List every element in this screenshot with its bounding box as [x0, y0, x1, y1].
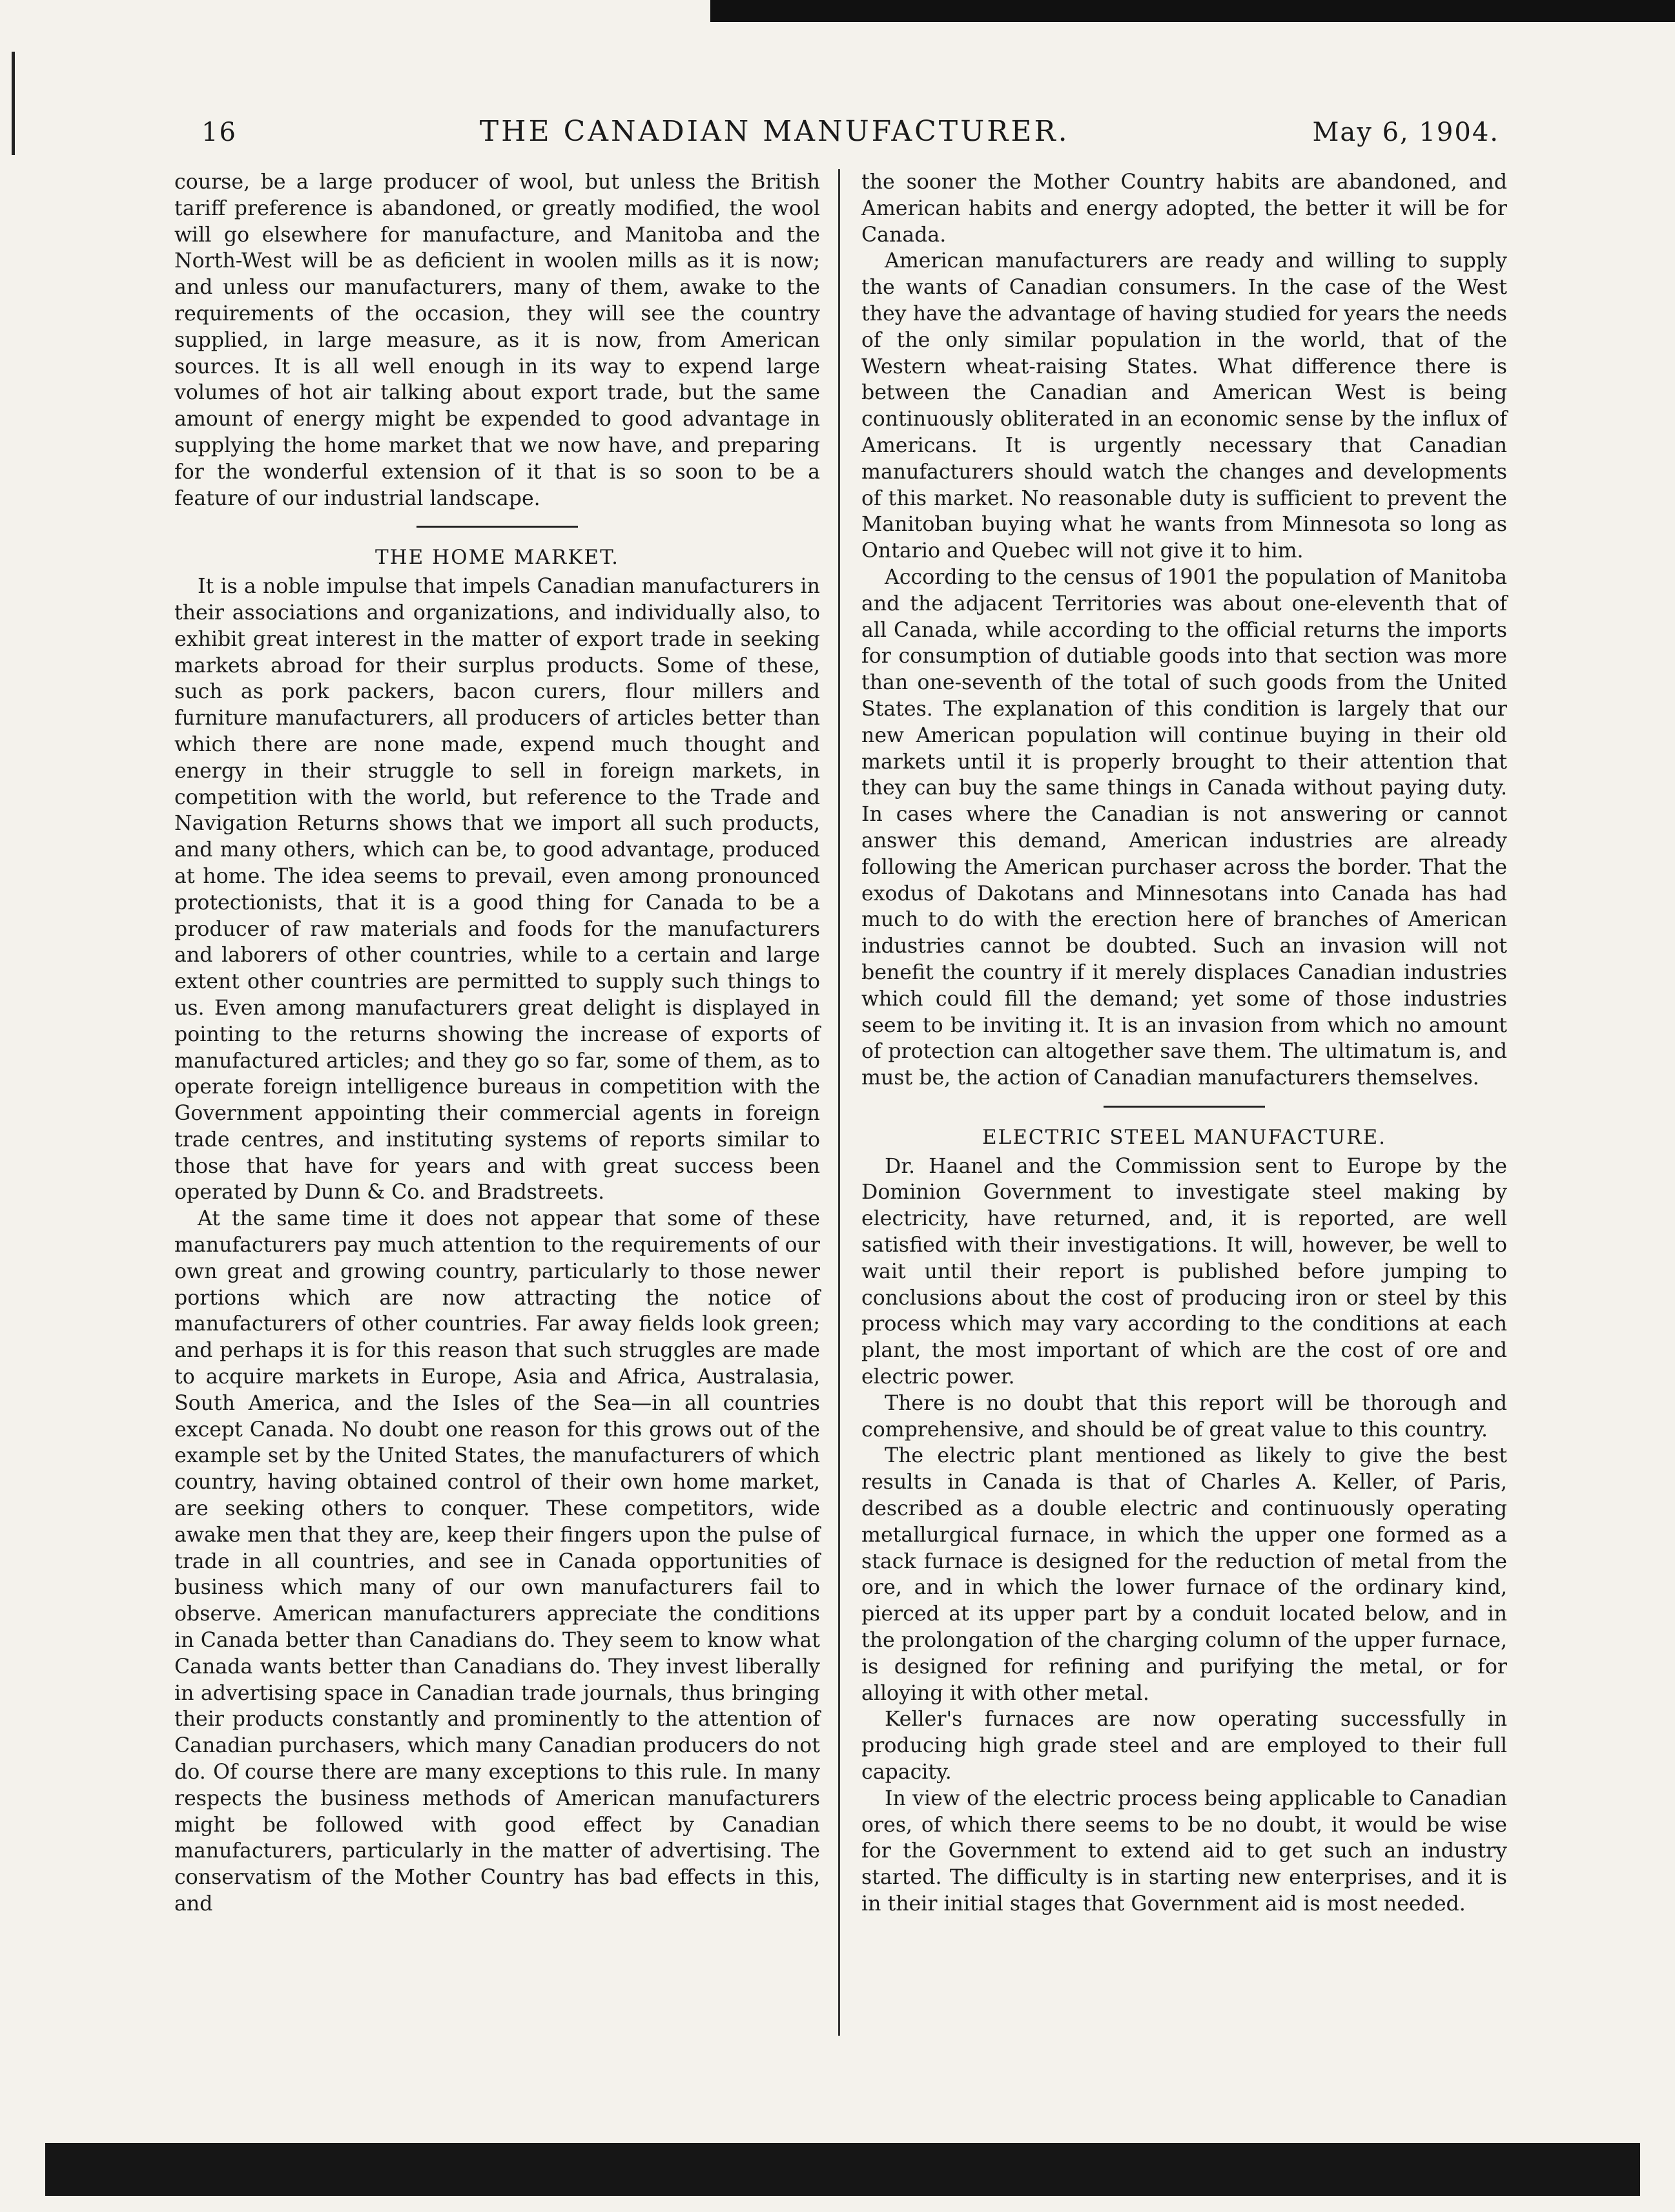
article-paragraph: Dr. Haanel and the Commission sent to Europe by the Dominion Government to investigate steel making by electricity, have returned, and, it is reported, are well satisfied with their investigations. It will, however, be well to wait until their report is published before jumping to conclusions about the cost of producing iron or steel by this process which may vary according to the conditions at each plant, the most important of which are the cost of ore and electric power.: [861, 1154, 1507, 1389]
article-paragraph: There is no doubt that this report will be thorough and comprehensive, and should be of great value to this country.: [861, 1391, 1507, 1442]
publication-title: THE CANADIAN MANUFACTURER.: [479, 115, 1070, 148]
right-column: [861, 169, 1507, 1917]
article-paragraph: In view of the electric process being applicable to Canadian ores, of which there seems to be no doubt, it would be wise for the Government to extend aid to get such an industry started. The difficulty is in starting new enterprises, and it is in their initial stages that Government aid is most needed.: [861, 1786, 1507, 1916]
article-continuation: course, be a large producer of wool, but unless the British tariff preference is abandoned, or greatly modified, the wool will go elsewhere for manufacture, and Manitoba and the North-West will be as deficient in woolen mills as it is now; and unless our manufacturers, many of them, awake to the requirements of the occasion, they will see the country supplied, in large measure, as it is now, from American sources. It is all well enough in its way to expend large volumes of hot air talking about export trade, but the same amount of energy might be expended to good advantage in supplying the home market that we now have, and preparing for the wonderful extension of it that is so soon to be a feature of our industrial landscape.: [174, 171, 820, 510]
article-paragraph: At the same time it does not appear that some of these manufacturers pay much attention to the requirements of our own great and growing country, particularly to those newer portions which are now attracting the notice of manufacturers of other countries. Far away fields look green; and perhaps it is for this reason that such struggles are made to acquire markets in Europe, Asia and Africa, Australasia, South America, and the Isles of the Sea—in all countries except Canada. No doubt one reason for this grows out of the example set by the United States, the manufacturers of which country, having obtained control of their own home market, are seeking others to conquer. These competitors, wide awake men that they are, keep their fingers upon the pulse of trade in all countries, and see in Canada opportunities of business which many of our own manufacturers fail to observe. American manufacturers appreciate the conditions in Canada better than Canadians do. They seem to know what Canada wants better than Canadians do. They invest liberally in advertising space in Canadian trade journals, thus bringing their products constantly and prominently to the attention of Canadian purchasers, which many Canadian producers do not do. Of course there are many exceptions to this rule. In many respects the business methods of American manufacturers might be followed with good effect by Canadian manufacturers, particularly in the matter of advertising. The conservatism of the Mother Country has bad effects in this, and: [174, 1207, 820, 1916]
left-column: [174, 169, 820, 1917]
scan-edge-top: [710, 0, 1675, 22]
issue-date: May 6, 1904.: [1312, 118, 1499, 147]
section-divider: [1104, 1106, 1265, 1108]
scan-edge-left: [12, 52, 15, 155]
section-divider: [416, 526, 578, 528]
page-header: [201, 115, 1499, 160]
article-paragraph: the sooner the Mother Country habits are abandoned, and American habits and energy adopted, the better it will be for Canada.: [861, 171, 1507, 247]
page-number: 16: [201, 118, 237, 147]
column-divider: [838, 169, 840, 2036]
article-paragraph: Keller's furnaces are now operating successfully in producing high grade steel and are employed to their full capacity.: [861, 1708, 1507, 1784]
section-heading-electric-steel: ELECTRIC STEEL MANUFACTURE.: [982, 1125, 1386, 1149]
scan-edge-bottom: [45, 2143, 1640, 2196]
article-paragraph: American manufacturers are ready and willing to supply the wants of Canadian consumers. In the case of the West they have the advantage of having studied for years the needs of the only similar population in the world, that of the Western wheat-raising States. What difference there is between the Canadian and American West is being continuously obliterated in an economic sense by the influx of Americans. It is urgently necessary that Canadian manufacturers should watch the changes and developments of this market. No reasonable duty is sufficient to prevent the Manitoban buying what he wants from Minnesota so long as Ontario and Quebec will not give it to him.: [861, 249, 1507, 563]
section-heading-home-market: THE HOME MARKET.: [375, 546, 620, 570]
article-paragraph: According to the census of 1901 the population of Manitoba and the adjacent Territories was about one-eleventh that of all Canada, while according to the official returns the imports for consumption of dutiable goods into that section was more than one-seventh of the total of such goods from the United States. The explanation of this condition is largely that our new American population will continue buying in their old markets until it is properly brought to their attention that they can buy the same things in Canada without paying duty. In cases where the Canadian is not answering or cannot answer this demand, American industries are already following the American purchaser across the border. That the exodus of Dakotans and Minnesotans into Canada has had much to do with the erection here of branches of American industries cannot be doubted. Such an invasion will not benefit the country if it merely displaces Canadian industries which could fill the demand; yet some of those industries seem to be inviting it. It is an invasion from which no amount of protection can altogether save them. The ultimatum is, and must be, the action of Canadian manufacturers themselves.: [861, 565, 1507, 1090]
article-paragraph: It is a noble impulse that impels Canadian manufacturers in their associations and organizations, and individually also, to exhibit great interest in the matter of export trade in seeking markets abroad for their surplus products. Some of these, such as pork packers, bacon curers, flour millers and furniture manufacturers, all producers of articles better than which there are none made, expend much thought and energy in their struggle to sell in foreign markets, in competition with the world, but reference to the Trade and Navigation Returns shows that we import all such products, and many others, which can be, to good advantage, produced at home. The idea seems to prevail, even among pronounced protectionists, that it is a good thing for Canada to be a producer of raw materials and foods for the manufacturers and laborers of other countries, while to a certain and large extent other countries are permitted to supply such things to us. Even among manufacturers great delight is displayed in pointing to the returns showing the increase of exports of manufactured articles; and they go so far, some of them, as to operate foreign intelligence bureaus in competition with the Government appointing their commercial agents in foreign trade centres, and instituting systems of reports similar to those that have for years and with great success been operated by Dunn & Co. and Bradstreets.: [174, 575, 820, 1204]
article-paragraph: The electric plant mentioned as likely to give the best results in Canada is that of Charles A. Keller, of Paris, described as a double electric and continuously operating metallurgical furnace, in which the upper one formed as a stack furnace is designed for the reduction of metal from the ore, and in which the lower furnace of the ordinary kind, pierced at its upper part by a conduit located below, and in the prolongation of the charging column of the upper furnace, is designed for refining and purifying the metal, or for alloying it with other metal.: [861, 1444, 1507, 1705]
